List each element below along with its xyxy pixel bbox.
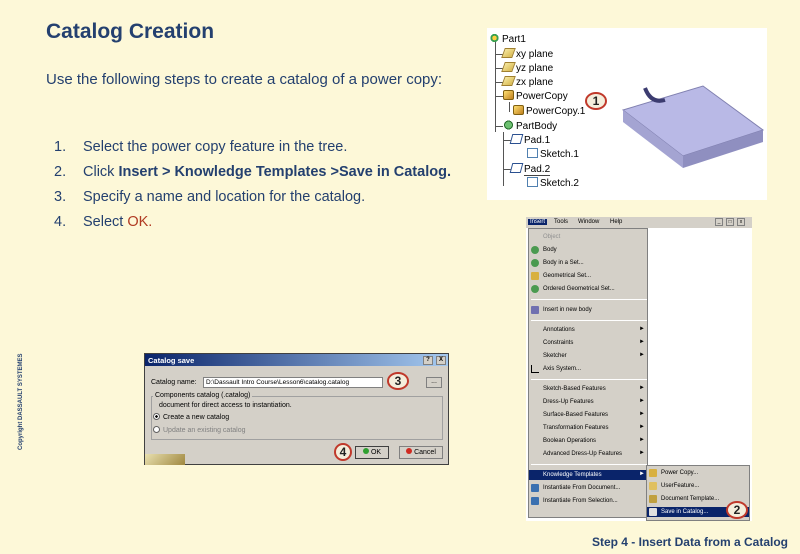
submenu-arrow-icon: ► xyxy=(639,339,645,345)
menu-item-boolean-operations[interactable]: Boolean Operations ► xyxy=(543,437,645,444)
tree-node-sketch-2[interactable]: Sketch.2 xyxy=(527,177,579,190)
menu-bar xyxy=(526,217,752,228)
plane-icon xyxy=(501,62,516,72)
insert-menu-panel xyxy=(526,217,752,521)
menu-item-geometrical-set[interactable]: Geometrical Set... xyxy=(529,271,649,281)
footer-caption: Step 4 - Insert Data from a Catalog xyxy=(591,535,788,549)
menu-item-annotations[interactable]: Annotations ► xyxy=(543,326,645,333)
close-button[interactable]: x xyxy=(737,218,745,226)
submenu-item-save-in-catalog[interactable]: Save in Catalog... xyxy=(647,507,749,517)
step-number: 3. xyxy=(54,189,67,205)
step-text: Select the power copy feature in the tree. xyxy=(83,139,348,155)
step-number: 2. xyxy=(54,164,67,180)
pad-icon xyxy=(510,163,524,173)
specification-tree-panel xyxy=(487,28,767,200)
update-existing-catalog-radio[interactable]: Update an existing catalog xyxy=(153,426,246,434)
callout-2: 2 xyxy=(726,501,748,519)
menu-item-surface-based-features[interactable]: Surface-Based Features ► xyxy=(543,411,645,418)
step-3 xyxy=(54,188,454,207)
menu-tools[interactable]: Tools xyxy=(554,219,569,225)
catalog-name-label: Catalog name: xyxy=(151,379,197,386)
create-new-catalog-radio[interactable]: Create a new catalog xyxy=(153,413,229,421)
catalog-name-input[interactable]: D:\Dassault Intro Course\Lesson6\catalog.catalog xyxy=(203,377,383,388)
tree-node-xy-plane[interactable]: xy plane xyxy=(503,48,553,61)
sketch-icon xyxy=(527,177,538,187)
step-text: Select xyxy=(83,214,128,230)
menu-item-instantiate-from-document[interactable]: Instantiate From Document... xyxy=(529,483,649,493)
instantiate-selection-icon xyxy=(531,497,539,505)
menu-help[interactable]: Help xyxy=(610,219,623,225)
callout-3: 3 xyxy=(387,372,409,390)
decorative-corner xyxy=(145,454,185,465)
callout-1: 1 xyxy=(585,92,607,110)
instantiate-document-icon xyxy=(531,484,539,492)
dialog-close-button[interactable]: X xyxy=(436,356,446,365)
menu-item-transformation-features[interactable]: Transformation Features ► xyxy=(543,424,645,431)
group-label: Components catalog (.catalog) xyxy=(155,392,251,399)
menu-item-object[interactable]: Object xyxy=(543,234,561,240)
submenu-item-document-template[interactable]: Document Template... xyxy=(647,494,749,504)
menu-item-sketcher[interactable]: Sketcher ► xyxy=(543,352,645,359)
cancel-icon xyxy=(406,448,412,454)
insert-dropdown xyxy=(528,228,648,518)
ok-check-icon xyxy=(363,448,369,454)
menu-item-advanced-dress-up-features[interactable]: Advanced Dress-Up Features ► xyxy=(543,450,645,457)
radio-selected-icon xyxy=(153,413,160,420)
tree-node-yz-plane[interactable]: yz plane xyxy=(503,62,553,75)
powercopy-icon xyxy=(503,90,514,100)
tree-node-partbody[interactable]: PartBody xyxy=(503,120,557,133)
insert-body-icon xyxy=(531,306,539,314)
step-menu-path: Insert > Knowledge Templates >Save in Catalog. xyxy=(118,164,451,180)
menu-item-sketch-based-features[interactable]: Sketch-Based Features ► xyxy=(543,385,645,392)
step-2 xyxy=(54,163,454,182)
menu-window[interactable]: Window xyxy=(578,219,600,225)
step-number: 4. xyxy=(54,214,67,230)
submenu-arrow-icon: ► xyxy=(639,437,645,443)
step-number: 1. xyxy=(54,139,67,155)
copyright-text: Copyright DASSAULT SYSTEMES xyxy=(18,353,24,450)
tree-node-powercopy[interactable]: PowerCopy xyxy=(503,90,568,103)
submenu-arrow-icon: ► xyxy=(639,424,645,430)
document-template-icon xyxy=(649,495,657,503)
step-text: Click xyxy=(83,164,119,180)
submenu-arrow-icon: ► xyxy=(639,385,645,391)
group-description: document for direct access to instantiation. xyxy=(159,402,292,409)
geometrical-set-icon xyxy=(531,272,539,280)
maximize-button[interactable]: □ xyxy=(726,218,734,226)
submenu-item-power-copy[interactable]: Power Copy... xyxy=(647,468,749,478)
powercopy-icon xyxy=(513,105,524,115)
tree-node-part1[interactable]: Part1 xyxy=(489,33,526,46)
menu-item-body-in-set[interactable]: Body in a Set... xyxy=(529,258,649,268)
submenu-arrow-icon: ► xyxy=(639,398,645,404)
plane-icon xyxy=(501,48,516,58)
ok-button[interactable]: OK xyxy=(355,446,389,459)
body-icon xyxy=(531,259,539,267)
userfeature-icon xyxy=(649,482,657,490)
submenu-item-userfeature[interactable]: UserFeature... xyxy=(647,481,749,491)
menu-item-knowledge-templates[interactable]: Knowledge Templates ► xyxy=(529,470,649,480)
tree-node-pad-2[interactable]: Pad.2 xyxy=(511,163,550,176)
browse-button[interactable]: ... xyxy=(426,377,442,388)
submenu-arrow-icon: ► xyxy=(639,450,645,456)
step-text: Specify a name and location for the catalog. xyxy=(83,189,366,205)
plane-icon xyxy=(501,76,516,86)
menu-insert[interactable]: Insert xyxy=(530,219,546,225)
menu-item-dress-up-features[interactable]: Dress-Up Features ► xyxy=(543,398,645,405)
submenu-arrow-icon: ► xyxy=(639,411,645,417)
sketch-icon xyxy=(527,148,538,158)
menu-item-ordered-geometrical-set[interactable]: Ordered Geometrical Set... xyxy=(529,284,649,294)
body-icon xyxy=(503,120,514,130)
menu-item-axis-system[interactable]: Axis System... xyxy=(529,364,649,374)
step-1 xyxy=(54,138,454,157)
tree-node-sketch-1[interactable]: Sketch.1 xyxy=(527,148,579,161)
steps-list xyxy=(54,138,454,238)
minimize-button[interactable]: _ xyxy=(715,218,723,226)
submenu-arrow-icon: ► xyxy=(639,352,645,358)
step-ok-highlight: OK. xyxy=(127,214,153,230)
tree-node-pad-1[interactable]: Pad.1 xyxy=(511,134,550,147)
cancel-button[interactable]: Cancel xyxy=(399,446,443,459)
submenu-arrow-icon: ► xyxy=(639,326,645,332)
menu-item-instantiate-from-selection[interactable]: Instantiate From Selection... xyxy=(529,496,649,506)
ordered-set-icon xyxy=(531,285,539,293)
axis-system-icon xyxy=(531,365,539,373)
radio-unselected-icon xyxy=(153,426,160,433)
body-icon xyxy=(531,246,539,254)
part-3d-view xyxy=(605,68,765,188)
step-4 xyxy=(54,213,454,232)
intro-text: Use the following steps to create a catalog of a power copy: xyxy=(46,71,443,88)
tree-node-zx-plane[interactable]: zx plane xyxy=(503,76,553,89)
callout-4: 4 xyxy=(334,443,352,461)
part-icon xyxy=(489,33,500,43)
help-button[interactable]: ? xyxy=(423,356,433,365)
submenu-arrow-icon: ► xyxy=(639,471,645,477)
catalog-icon xyxy=(649,508,657,516)
menu-item-body[interactable]: Body xyxy=(529,245,649,255)
slide-title: Catalog Creation xyxy=(46,20,215,43)
powercopy-icon xyxy=(649,469,657,477)
dialog-title: Catalog save xyxy=(145,354,448,366)
menu-item-insert-in-new-body[interactable]: Insert in new body xyxy=(529,305,649,315)
tree-node-powercopy-1[interactable]: PowerCopy.1 xyxy=(513,105,585,118)
catalog-save-dialog xyxy=(144,353,449,465)
pad-icon xyxy=(510,134,524,144)
menu-item-constraints[interactable]: Constraints ► xyxy=(543,339,645,346)
